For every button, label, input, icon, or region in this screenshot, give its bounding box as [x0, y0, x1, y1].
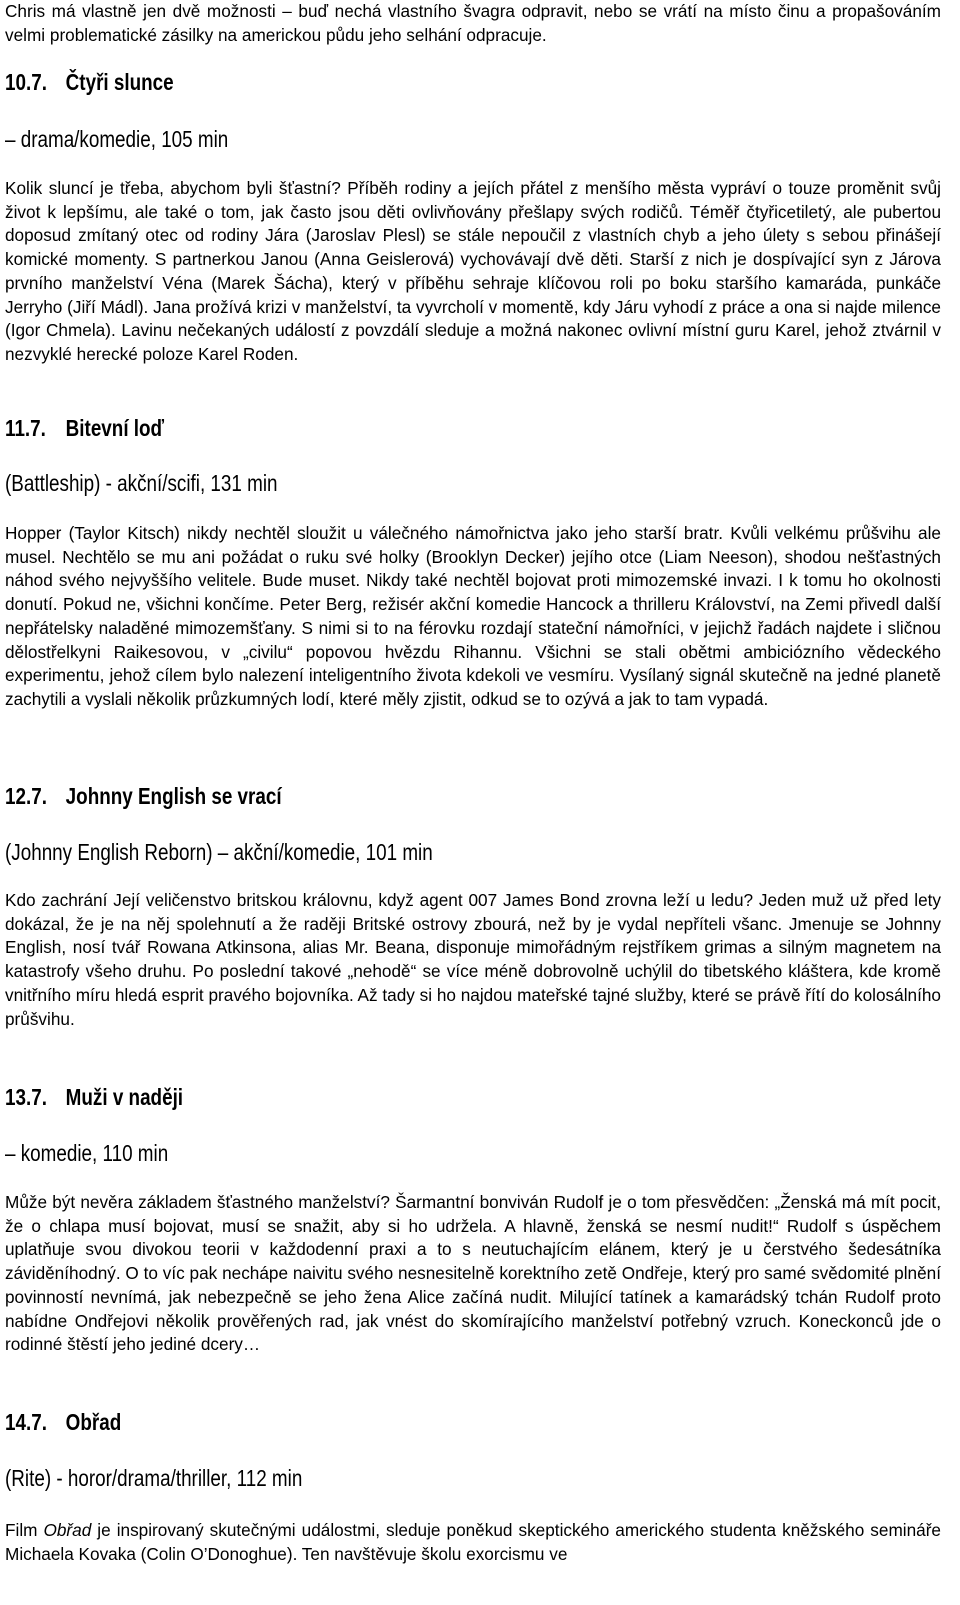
film-title: Johnny English se vrací	[65, 783, 282, 809]
film-subtitle: (Johnny English Reborn) – akční/komedie, 101 min	[5, 839, 433, 865]
film-title-italic: Obřad	[43, 1520, 92, 1540]
film-heading	[5, 67, 768, 97]
film-heading	[5, 413, 768, 443]
intro-paragraph: Chris má vlastně jen dvě možnosti – buď nechá vlastního švagra odpravit, nebo se vrátí na místo činu a propašováním velmi problematické zásilky na americkou půdu jeho selhání odpracuje.	[5, 1, 941, 45]
film-description: Kdo zachrání Její veličenstvo britskou královnu, když agent 007 James Bond zrovna leží u ledu? Jeden muž už před lety dokázal, že je na něj spolehnutí a že raději Britské ostrovy zbourá, než by je vydal nepříteli všanc. Jmenuje se Johnny English, nosí tvář Rowana Atkinsona, alias Mr. Beana, disponuje mimořádným rejstříkem grimas a silným magnetem na katastrofy všeho druhu. Po poslední takové „nehodě“ se více méně dobrovolně uchýlil do tibetského kláštera, kde kromě vnitřního míru hledá esprit pravého bojovníka. Až tady si ho najdou mateřské tajné služby, které se právě řítí do kolosálního průšvihu.	[5, 890, 941, 1029]
film-description	[5, 1519, 941, 1566]
film-title: Obřad	[65, 1409, 122, 1435]
film-date: 10.7.	[5, 69, 47, 95]
film-subtitle: – drama/komedie, 105 min	[5, 126, 229, 152]
film-description-text: je inspirovaný skutečnými událostmi, sleduje poněkud skeptického amerického studenta kněžského semináře Michaela Kovaka (Colin O’Donoghue). Ten navštěvuje školu exorcismu ve	[5, 1520, 941, 1564]
film-description: Hopper (Taylor Kitsch) nikdy nechtěl sloužit u válečného námořnictva jako jeho starší bratr. Kvůli velkému průšvihu ale musel. Nechtělo se mu ani požádat o ruku své holky (Brooklyn Decker) jejího otce (Liam Neeson), shodou nešťastných náhod svého nejvyššího velitele. Bude muset. Nikdy také nechtěl bojovat proti mimozemské invazi. I k tomu ho okolnosti donutí. Pokud ne, všichni končíme. Peter Berg, režisér akční komedie Hancock a thrilleru Království, na Zemi přivedl další nepřátelsky naladěné mimozemšťany. S nimi si to na férovku rozdají stateční námořníci, v jejichž řadách najdete i sličnou dělostřelkyni Raikesovou, v „civilu“ popovou hvězdu Rihannu. Všichni se stali obětmi ambiciózního vědeckého experimentu, jehož cílem bylo nalezení inteligentního života kdekoli ve vesmíru. Vysílaný signál skutečně na jedné planetě zachytili a vyslali několik průzkumných lodí, které měly zjistit, odkud se to ozývá a jak to tam vypadá.	[5, 523, 941, 709]
film-date: 13.7.	[5, 1084, 47, 1110]
film-title: Muži v naději	[65, 1084, 184, 1110]
film-heading	[5, 1082, 768, 1112]
film-heading	[5, 1407, 768, 1437]
film-title: Čtyři slunce	[65, 69, 174, 95]
film-description: Kolik sluncí je třeba, abychom byli šťastní? Příběh rodiny a jejích přátel z menšího města vypráví o touze proměnit svůj život k lepšímu, ale také o tom, jak často jsou děti ovlivňovány přešlapy svých rodičů. Téměř čtyřicetiletý, ale pubertou doposud zmítaný otec od rodiny Jára (Jaroslav Plesl) se stále nepoučil z vlastních chyb a jeho úlety s sebou přinášejí komické momenty. S partnerkou Janou (Anna Geislerová) vychovávají dvě děti. Starší z nich je dospívající syn z Járova prvního manželství Véna (Marek Šácha), který v příběhu sehraje klíčovou roli po boku staršího kamaráda, punkáče Jerryho (Jiří Mádl). Jana prožívá krizi v manželství, ta vyvrcholí v momentě, kdy Járu vyhodí z práce a ona si najde milence (Igor Chmela). Lavinu nečekaných událostí z povzdálí sleduje a možná nakonec ovlivní místní guru Karel, jehož ztvárnil v nezvyklé herecké poloze Karel Roden.	[5, 178, 941, 364]
film-date: 11.7.	[5, 415, 46, 441]
film-date: 12.7.	[5, 783, 47, 809]
film-subtitle: (Battleship) - akční/scifi, 131 min	[5, 470, 278, 496]
film-heading	[5, 781, 768, 811]
film-subtitle: (Rite) - horor/drama/thriller, 112 min	[5, 1465, 303, 1491]
film-date: 14.7.	[5, 1409, 47, 1435]
film-description: Může být nevěra základem šťastného manželství? Šarmantní bonviván Rudolf je o tom přesvědčen: „Ženská má mít pocit, že o chlapa musí bojovat, musí se snažit, aby si ho udržela. A hlavně, ženská se nesmí nudit!“ Rudolf s úspěchem uplatňuje svou divokou teorii v každodenní praxi a to s neutuchajícím elánem, který je u čerstvého šedesátníka záviděníhodný. O to víc pak nechápe naivitu svého nesnesitelně korektního zetě Ondřeje, který pro samé svědomité plnění povinností nevnímá, jak nebezpečně se jeho žena Alice začíná nudit. Milující tatínek a kamarádský tchán Rudolf proto nabídne Ondřejovi několik prověřených rad, jak vnést do skomírajícího manželství potřebný vzruch. Koneckonců jde o rodinné štěstí jeho jediné dcery…	[5, 1192, 941, 1355]
film-description-text: Film	[5, 1520, 44, 1540]
film-title: Bitevní loď	[65, 415, 165, 441]
film-subtitle: – komedie, 110 min	[5, 1140, 169, 1166]
